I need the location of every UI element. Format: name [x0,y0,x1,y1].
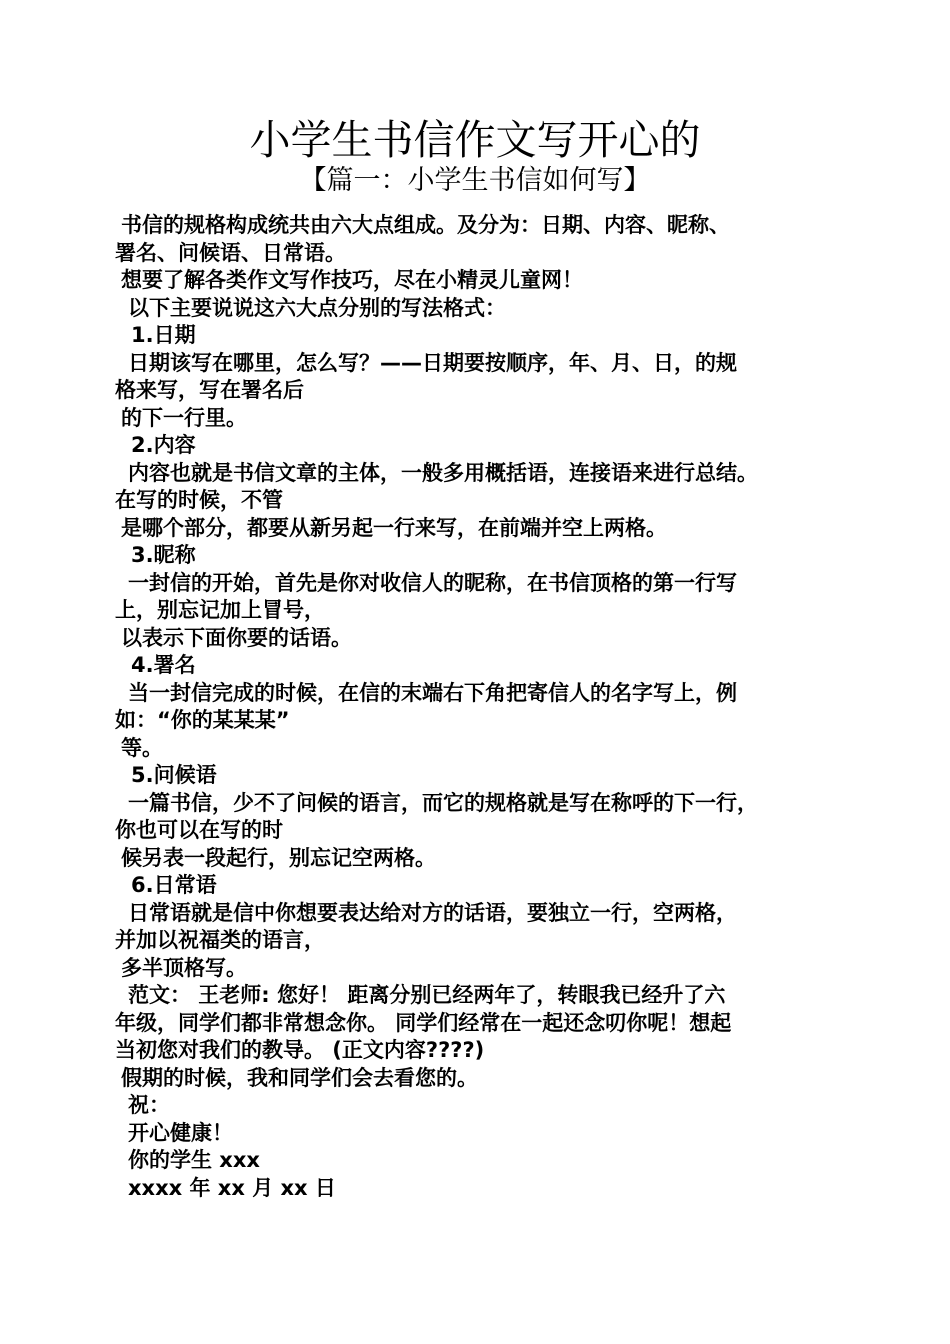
paragraph-line: 当一封信完成的时候，在信的末端右下角把寄信人的名字写上，例 [128,680,737,705]
sample-letter-line: 范文： 王老师: 您好！ 距离分别已经两年了，转眼我已经升了六 [128,983,726,1007]
section-heading: 5.问候语 [131,763,217,787]
sample-letter-line: 年级，同学们都非常想念你。 同学们经常在一起还念叨你呢！想起 [115,1010,732,1035]
sample-letter-line: 当初您对我们的教导。 (正文内容????) [115,1038,485,1062]
paragraph-line: 一封信的开始，首先是你对收信人的昵称，在书信顶格的第一行写 [128,570,737,595]
document-body [115,212,840,1202]
paragraph-line: 上，别忘记加上冒号， [115,598,325,622]
paragraph-line: 是哪个部分，都要从新另起一行来写，在前端并空上两格。 [121,515,667,540]
paragraph-line: 书信的规格构成统共由六大点组成。及分为：日期、内容、昵称、 [121,213,730,237]
section-heading: 4.署名 [131,653,196,677]
date-line: xxxx 年 xx 月 xx 日 [128,1175,336,1200]
section-heading: 1.日期 [131,323,196,347]
document-subtitle: 【篇一：小学生书信如何写】 [299,165,651,196]
paragraph-line: 多半顶格写。 [121,955,247,980]
paragraph-line: 想要了解各类作文写作技巧，尽在小精灵儿童网！ [121,268,583,292]
paragraph-line: 内容也就是书信文章的主体，一般多用概括语，连接语来进行总结。 [128,460,758,485]
paragraph-line: 的下一行里。 [121,405,247,430]
paragraph-line: 等。 [121,735,163,760]
paragraph-line: 如：“你的某某某” [115,708,290,732]
paragraph-line: 候另表一段起行，别忘记空两格。 [121,845,436,870]
closing-line: 开心健康！ [128,1120,233,1145]
signature-line: 你的学生 xxx [128,1148,260,1172]
paragraph-line: 以表示下面你要的话语。 [121,625,352,650]
paragraph-line: 格来写，写在署名后 [115,378,304,402]
paragraph-line: 以下主要说说这六大点分别的写法格式： [128,295,506,320]
paragraph-line: 日期该写在哪里，怎么写？——日期要按顺序，年、月、日，的规 [128,350,737,375]
sample-letter-line: 假期的时候，我和同学们会去看您的。 [121,1065,478,1090]
section-heading: 2.内容 [131,433,196,457]
paragraph-line: 你也可以在写的时 [115,818,283,842]
document-title: 小学生书信作文写开心的 [249,116,701,164]
paragraph-line: 日常语就是信中你想要表达给对方的话语，要独立一行，空两格， [128,900,737,925]
paragraph-line: 署名、问候语、日常语。 [115,240,346,265]
closing-line: 祝： [128,1093,170,1117]
paragraph-line: 一篇书信，少不了问候的语言，而它的规格就是写在称呼的下一行， [128,790,758,815]
section-heading: 3.昵称 [131,543,196,567]
section-heading: 6.日常语 [131,873,217,897]
paragraph-line: 并加以祝福类的语言， [115,928,325,952]
paragraph-line: 在写的时候，不管 [115,488,283,512]
